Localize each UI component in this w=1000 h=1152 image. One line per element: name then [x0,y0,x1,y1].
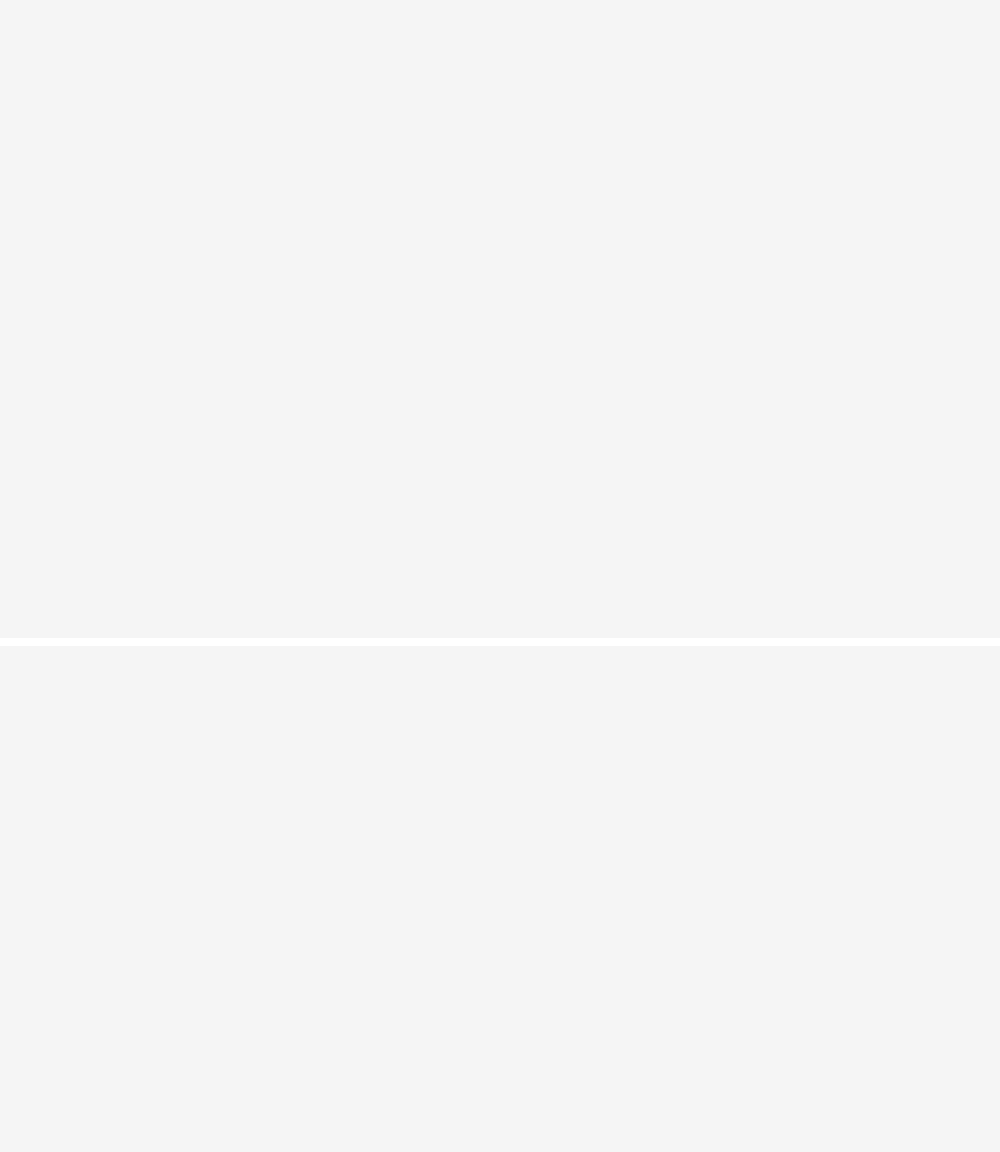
curriculum-table-llm [0,646,1000,1152]
